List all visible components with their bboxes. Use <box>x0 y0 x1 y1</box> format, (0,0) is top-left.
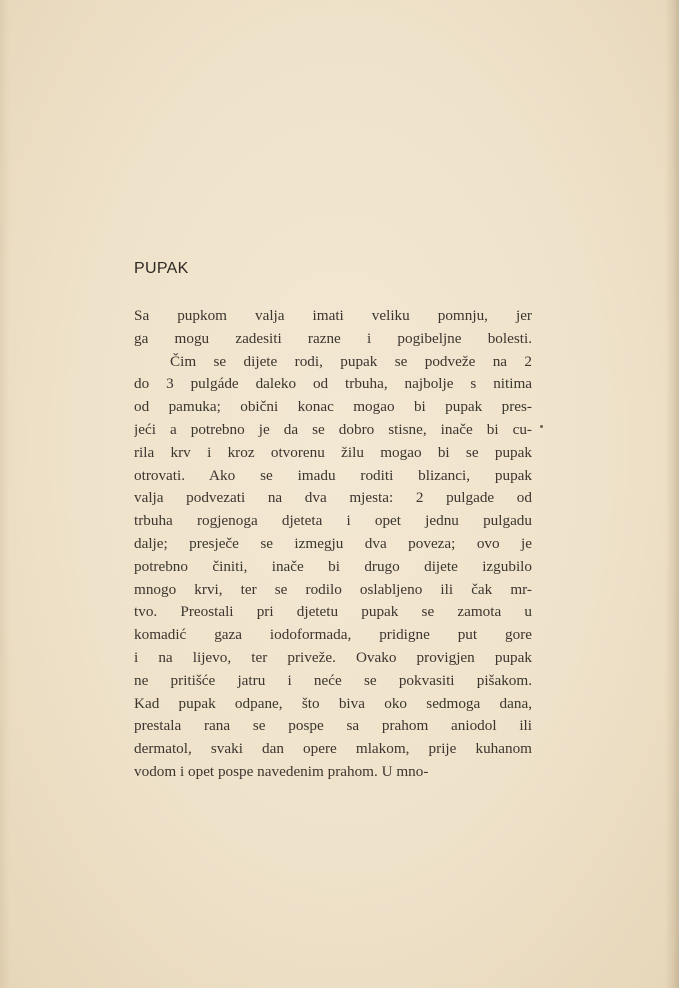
text-line: Čim se dijete rodi, pupak se podveže na 2 <box>170 352 532 370</box>
text-line: potrebno činiti, inače bi drugo dijete izgubilo <box>134 557 532 575</box>
text-line: ga mogu zadesiti razne i pogibeljne bolesti. <box>134 329 532 347</box>
text-line: komadić gaza iodoformada, pridigne put gore <box>134 626 532 644</box>
text-line: valja podvezati na dva mjesta: 2 pulgade od <box>134 489 532 507</box>
text-line: prestala rana se pospe sa prahom aniodol ili <box>134 717 532 735</box>
text-line: od pamuka; obični konac mogao bi pupak pres- <box>134 398 532 416</box>
body-text <box>134 305 532 784</box>
section-heading: PUPAK <box>134 260 189 277</box>
text-line: dalje; presječe se izmegju dva poveza; ovo je <box>134 534 532 552</box>
text-line: do 3 pulgáde daleko od trbuha, najbolje s nitima <box>134 375 532 393</box>
text-line: trbuha rogjenoga djeteta i opet jednu pulgadu <box>134 512 532 530</box>
text-line: i na lijevo, ter priveže. Ovako provigjen pupak <box>134 648 532 666</box>
text-line: Kad pupak odpane, što biva oko sedmoga dana, <box>134 694 532 712</box>
text-line: tvo. Preostali pri djetetu pupak se zamota u <box>134 603 532 621</box>
page-right-edge-shadow <box>665 0 679 988</box>
text-line: vodom i opet pospe navedenim prahom. U mno- <box>134 762 429 780</box>
text-line: rila krv i kroz otvorenu žilu mogao bi se pupak <box>134 443 532 461</box>
text-line: otrovati. Ako se imadu roditi blizanci, pupak <box>134 466 532 484</box>
ink-speck <box>540 425 543 428</box>
text-line: ne pritišće jatru i neće se pokvasiti pišakom. <box>134 671 532 689</box>
text-line: dermatol, svaki dan opere mlakom, prije kuhanom <box>134 740 532 758</box>
text-line: Sa pupkom valja imati veliku pomnju, jer <box>134 307 532 324</box>
page-left-edge-shadow <box>0 0 10 988</box>
text-line: mnogo krvi, ter se rodilo oslabljeno ili čak mr- <box>134 580 532 598</box>
text-line: jeći a potrebno je da se dobro stisne, inače bi cu- <box>134 420 532 438</box>
